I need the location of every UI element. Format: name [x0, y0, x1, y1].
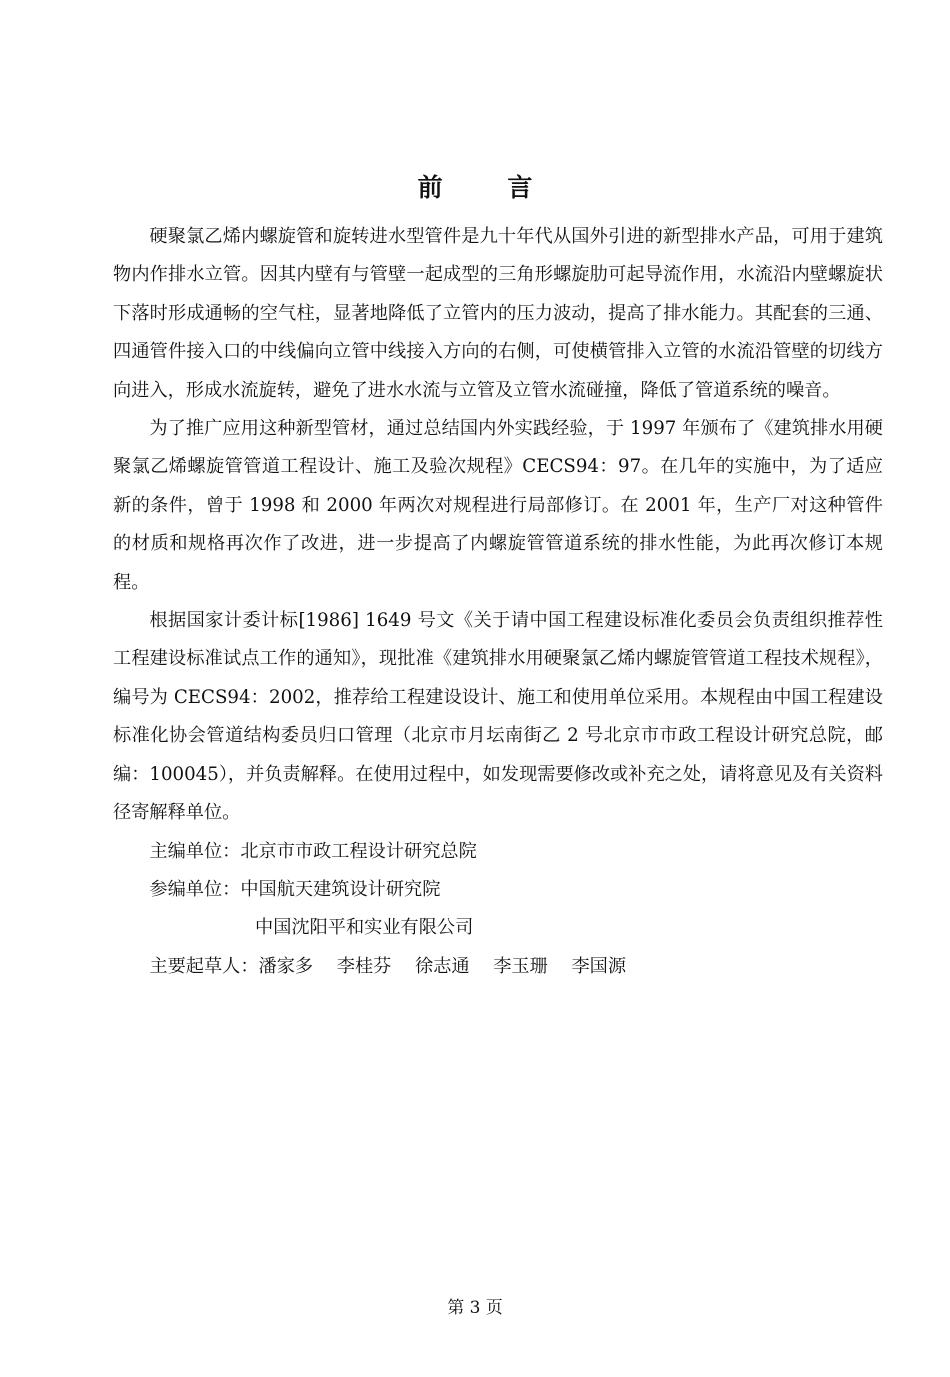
drafters-label: 主要起草人： — [149, 955, 259, 977]
paragraph-3: 根据国家计委计标[1986] 1649 号文《关于请中国工程建设标准化委员会负责组织推荐性工程建设标准试点工作的通知》，现批准《建筑排水用硬聚氯乙烯内螺旋管管道工程技术规程》，编号为 CECS94：2002，推荐给工程建设设计、施工和使用单位采用。本规程由中国工程建设标准化协会管道结构委员归口管理（北京市月坛南街乙 2 号北京市市政工程设计研究总院，邮编：100045），并负责解释。在使用过程中，如发现需要修改或补充之处，请将意见及有关资料径寄解释单位。 — [113, 610, 883, 824]
page-number: 第 3 页 — [447, 1298, 503, 1318]
chief-editor-line — [113, 833, 883, 871]
participating-editor-label: 参编单位： — [149, 878, 241, 900]
drafters-line — [113, 948, 883, 986]
drafter-name: 李桂芬 — [336, 955, 392, 977]
drafter-name: 李国源 — [571, 955, 627, 977]
chief-editor-label: 主编单位： — [149, 840, 241, 862]
participating-unit-1: 中国航天建筑设计研究院 — [240, 878, 441, 900]
drafter-name: 李玉珊 — [493, 955, 548, 977]
body-text — [113, 218, 883, 986]
paragraph-1: 硬聚氯乙烯内螺旋管和旋转进水型管件是九十年代从国外引进的新型排水产品，可用于建筑物内作排水立管。因其内壁有与管壁一起成型的三角形螺旋肋可起导流作用，水流沿内壁螺旋状下落时形成通畅的空气柱，显著地降低了立管内的压力波动，提高了排水能力。其配套的三通、四通管件接入口的中线偏向立管中线接入方向的右侧，可使横管排入立管的水流沿管壁的切线方向进入，形成水流旋转，避免了进水水流与立管及立管水流碰撞，降低了管道系统的噪音。 — [113, 226, 883, 401]
drafter-name: 徐志通 — [415, 955, 470, 977]
paragraph-2: 为了推广应用这种新型管材，通过总结国内外实践经验，于 1997 年颁布了《建筑排水用硬聚氯乙烯螺旋管管道工程设计、施工及验次规程》CECS94：97。在几年的实施中，为了适应新的条件，曾于 1998 和 2000 年两次对规程进行局部修订。在 2001 年，生产厂对这种管件的材质和规格再次作了改进，进一步提高了内螺旋管管道系统的排水性能，为此再次修订本规程。 — [113, 418, 883, 593]
participating-editor-line-2 — [113, 909, 883, 947]
page-title: 前 言 — [417, 173, 561, 202]
drafter-name: 潘家多 — [258, 955, 314, 977]
participating-editor-line — [113, 871, 883, 909]
chief-editor-unit: 北京市市政工程设计研究总院 — [240, 840, 477, 862]
participating-unit-2: 中国沈阳平和实业有限公司 — [255, 917, 474, 939]
